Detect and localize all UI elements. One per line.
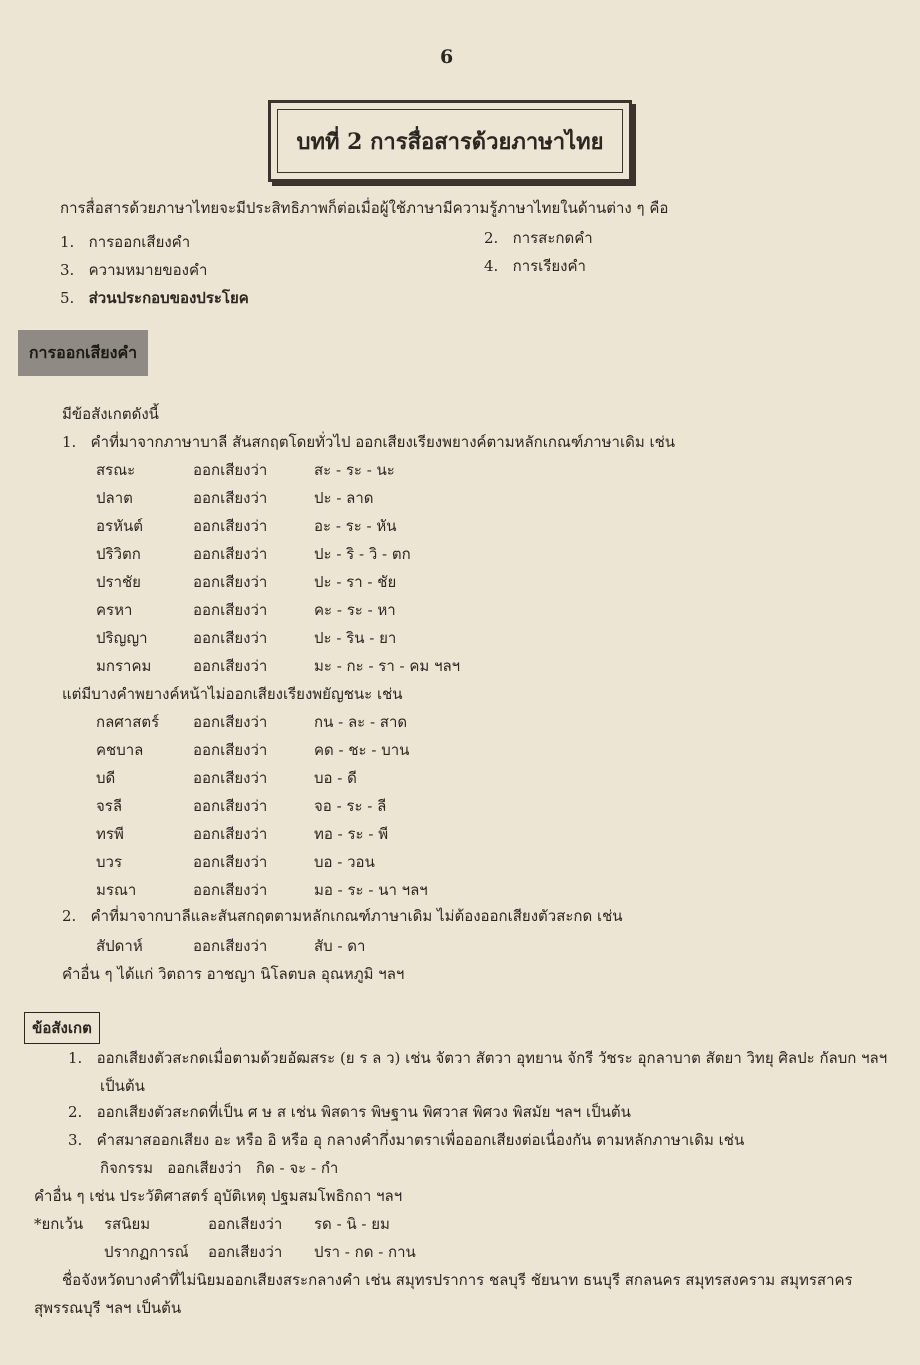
topic-3 <box>60 258 207 282</box>
pronunciation: ปรา - กด - กาน <box>314 1243 416 1261</box>
topic-num: 5. <box>60 289 75 307</box>
chapter-title-box <box>268 100 632 182</box>
intro-text: การสื่อสารด้วยภาษาไทยจะมีประสิทธิภาพก็ต่อเมื่อผู้ใช้ภาษามีความรู้ภาษาไทยในด้านต่าง ๆ คือ <box>60 199 669 217</box>
rule-text: คำที่มาจากภาษาบาลี สันสกฤตโดยทั่วไป ออกเสียงเรียงพยางค์ตามหลักเกณฑ์ภาษาเดิม เช่น <box>90 433 676 451</box>
exception-label: *ยกเว้น <box>34 1215 84 1233</box>
pronounce-label: ออกเสียงว่า <box>193 657 268 675</box>
rule-2 <box>62 904 623 928</box>
other-words-2: คำอื่น ๆ เช่น ประวัติศาสตร์ อุบัติเหตุ ปฐมสมโพธิกถา ฯลฯ <box>34 1187 403 1205</box>
word: รสนิยม <box>104 1215 151 1233</box>
topic-text: การเรียงคำ <box>512 257 586 275</box>
topic-4 <box>484 254 586 278</box>
word: กลศาสตร์ <box>96 713 160 731</box>
note-num: 2. <box>68 1103 83 1121</box>
word: สัปดาห์ <box>96 937 143 955</box>
topic-num: 4. <box>484 257 499 275</box>
word: บดี <box>96 769 116 787</box>
topic-text: การสะกดคำ <box>512 229 593 247</box>
pronounce-label: ออกเสียงว่า <box>193 601 268 619</box>
word: ปริวิตก <box>96 545 141 563</box>
pronounce-label: ออกเสียงว่า <box>193 545 268 563</box>
note-3-example <box>100 1156 338 1180</box>
word: ปลาต <box>96 489 133 507</box>
pronounce-label: ออกเสียงว่า <box>193 797 268 815</box>
word: ปราชัย <box>96 573 141 591</box>
note-num: 3. <box>68 1131 83 1149</box>
pronunciation: บอ - ดี <box>314 769 357 787</box>
topic-text: ความหมายของคำ <box>88 261 208 279</box>
group-2-intro: แต่มีบางคำพยางค์หน้าไม่ออกเสียงเรียงพยัญชนะ เช่น <box>62 685 403 703</box>
pronunciation: บอ - วอน <box>314 853 375 871</box>
pronounce-label: ออกเสียงว่า <box>193 881 268 899</box>
word: ทรพี <box>96 825 124 843</box>
topic-num: 2. <box>484 229 499 247</box>
pronounce-label: ออกเสียงว่า <box>193 461 268 479</box>
province-line-2: สุพรรณบุรี ฯลฯ เป็นต้น <box>34 1299 182 1317</box>
pronounce-label: ออกเสียงว่า <box>208 1215 283 1233</box>
pronunciation: คด - ชะ - บาน <box>314 741 410 759</box>
topic-text: ส่วนประกอบของประโยค <box>88 289 249 307</box>
note-1 <box>68 1046 887 1070</box>
word: สรณะ <box>96 461 136 479</box>
pronunciation: ปะ - ริน - ยา <box>314 629 397 647</box>
pronounce-label: ออกเสียงว่า <box>193 741 268 759</box>
pronounce-label: ออกเสียงว่า <box>193 713 268 731</box>
pronunciation: มอ - ระ - นา ฯลฯ <box>314 881 428 899</box>
rule-1 <box>62 430 675 454</box>
observe-label: มีข้อสังเกตดังนี้ <box>62 405 159 423</box>
note-3 <box>68 1128 744 1152</box>
pronounce-label: ออกเสียงว่า <box>193 573 268 591</box>
pronounce-label: ออกเสียงว่า <box>193 769 268 787</box>
pronunciation: รด - นิ - ยม <box>314 1215 390 1233</box>
word: อรหันต์ <box>96 517 143 535</box>
note-label: ข้อสังเกต <box>24 1012 100 1044</box>
note-2 <box>68 1100 631 1124</box>
pronunciation: ปะ - ลาด <box>314 489 374 507</box>
word: บวร <box>96 853 123 871</box>
topic-1 <box>60 230 190 254</box>
word: ครหา <box>96 601 133 619</box>
pronunciation: กน - ละ - สาด <box>314 713 408 731</box>
topic-2 <box>484 226 593 250</box>
other-words-1: คำอื่น ๆ ได้แก่ วิตถาร อาชญา นิโลตบล อุณหภูมิ ฯลฯ <box>62 965 405 983</box>
pronounce-label: ออกเสียงว่า <box>193 629 268 647</box>
rule-num: 1. <box>62 433 77 451</box>
pronunciation: ปะ - รา - ชัย <box>314 573 397 591</box>
pronounce-label: ออกเสียงว่า <box>193 489 268 507</box>
pronounce-label: ออกเสียงว่า <box>167 1159 242 1177</box>
topic-num: 1. <box>60 233 75 251</box>
word: ปริญญา <box>96 629 148 647</box>
rule-num: 2. <box>62 907 77 925</box>
note-1-cont: เป็นต้น <box>100 1077 145 1095</box>
topic-text: การออกเสียงคำ <box>88 233 191 251</box>
pronounce-label: ออกเสียงว่า <box>193 853 268 871</box>
word: จรลี <box>96 797 123 815</box>
word: ปรากฏการณ์ <box>104 1243 189 1261</box>
topic-5 <box>60 286 249 310</box>
note-num: 1. <box>68 1049 83 1067</box>
chapter-title: บทที่ 2 การสื่อสารด้วยภาษาไทย <box>277 109 623 173</box>
note-text: คำสมาสออกเสียง อะ หรือ อิ หรือ อุ กลางคำกึ่งมาตราเพื่อออกเสียงต่อเนื่องกัน ตามหลักภาษาเดิม เช่น <box>96 1131 745 1149</box>
pronunciation: กิด - จะ - กำ <box>255 1159 339 1177</box>
pronunciation: มะ - กะ - รา - คม ฯลฯ <box>314 657 461 675</box>
word: มกราคม <box>96 657 152 675</box>
pronunciation: สะ - ระ - นะ <box>314 461 395 479</box>
pronunciation: จอ - ระ - ลี <box>314 797 387 815</box>
pronounce-label: ออกเสียงว่า <box>193 825 268 843</box>
page-number: 6 <box>440 46 454 68</box>
topic-num: 3. <box>60 261 75 279</box>
word: คชบาล <box>96 741 144 759</box>
word: กิจกรรม <box>100 1159 153 1177</box>
pronunciation: ปะ - ริ - วิ - ตก <box>314 545 411 563</box>
note-text: ออกเสียงตัวสะกดเมื่อตามด้วยอัฒสระ (ย ร ล ว) เช่น จัตวา สัตวา อุทยาน จักรี วัชระ อุกลาบาต สัตยา วิทยุ ศิลปะ กัลบก ฯลฯ <box>96 1049 888 1067</box>
word: มรณา <box>96 881 137 899</box>
pronunciation: สับ - ดา <box>314 937 366 955</box>
pronunciation: คะ - ระ - หา <box>314 601 396 619</box>
pronounce-label: ออกเสียงว่า <box>193 937 268 955</box>
section-heading: การออกเสียงคำ <box>18 330 148 376</box>
rule-text: คำที่มาจากบาลีและสันสกฤตตามหลักเกณฑ์ภาษาเดิม ไม่ต้องออกเสียงตัวสะกด เช่น <box>90 907 623 925</box>
note-text: ออกเสียงตัวสะกดที่เป็น ศ ษ ส เช่น พิสดาร พิษฐาน พิศวาส พิศวง พิสมัย ฯลฯ เป็นต้น <box>96 1103 631 1121</box>
pronunciation: อะ - ระ - หัน <box>314 517 397 535</box>
pronounce-label: ออกเสียงว่า <box>208 1243 283 1261</box>
province-line-1: ชื่อจังหวัดบางคำที่ไม่นิยมออกเสียงสระกลางคำ เช่น สมุทรปราการ ชลบุรี ชัยนาท ธนบุรี สกลนคร สมุทรสงคราม สมุทรสาคร <box>62 1271 853 1289</box>
pronounce-label: ออกเสียงว่า <box>193 517 268 535</box>
pronunciation: ทอ - ระ - พี <box>314 825 389 843</box>
